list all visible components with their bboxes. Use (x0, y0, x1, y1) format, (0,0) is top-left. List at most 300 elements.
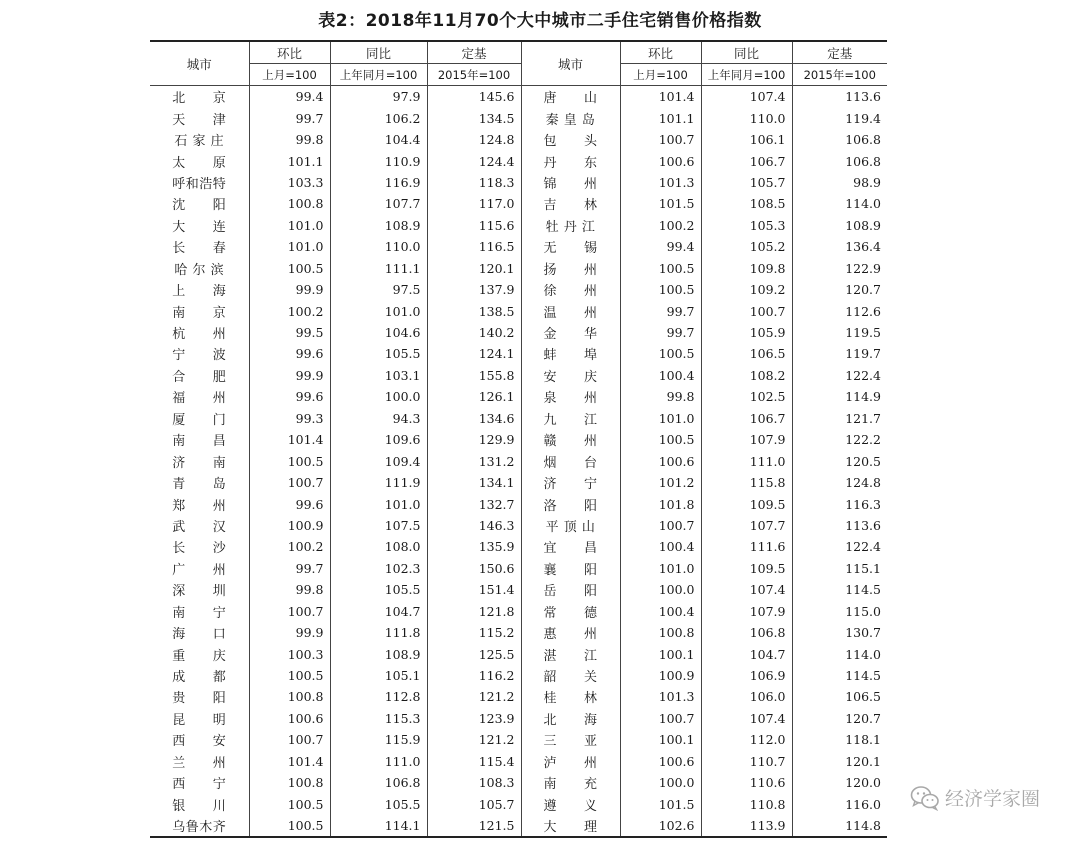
cell-yoy-right: 110.8 (701, 793, 792, 814)
cell-city-right: 北 海 (521, 708, 620, 729)
cell-base-left: 121.8 (427, 601, 521, 622)
cell-base-left: 134.5 (427, 107, 521, 128)
cell-base-left: 124.1 (427, 343, 521, 364)
cell-city-right: 锦 州 (521, 172, 620, 193)
header-mom-left: 环比 (249, 41, 330, 64)
table-row (150, 686, 887, 707)
cell-base-right: 121.7 (845, 410, 881, 426)
cell-city-right: 常 德 (521, 601, 620, 622)
cell-base-left: 140.2 (427, 322, 521, 343)
cell-city-left: 郑 州 (150, 493, 249, 514)
cell-city-right: 丹 东 (521, 150, 620, 171)
table-row (150, 279, 887, 300)
cell-mom-left: 100.8 (249, 193, 330, 214)
cell-yoy-left: 112.8 (330, 686, 427, 707)
cell-yoy-right: 105.9 (701, 322, 792, 343)
cell-mom-left: 100.6 (249, 708, 330, 729)
cell-city-right: 唐 山 (521, 86, 620, 108)
cell-mom-left: 99.6 (249, 493, 330, 514)
cell-yoy-left: 115.9 (330, 729, 427, 750)
cell-city-left: 南 昌 (150, 429, 249, 450)
cell-mom-right: 100.6 (620, 150, 701, 171)
cell-mom-left: 99.9 (249, 365, 330, 386)
cell-base-right: 130.7 (845, 625, 881, 641)
cell-mom-left: 101.4 (249, 429, 330, 450)
cell-yoy-left: 105.5 (330, 343, 427, 364)
table-row (150, 622, 887, 643)
cell-base-right: 120.7 (845, 282, 881, 298)
cell-mom-left: 99.7 (249, 558, 330, 579)
cell-mom-right: 100.5 (620, 258, 701, 279)
cell-base-right: 119.4 (845, 110, 881, 126)
cell-base-right: 122.2 (845, 432, 881, 448)
cell-city-left: 北 京 (150, 86, 249, 108)
cell-base-left: 145.6 (427, 86, 521, 108)
cell-city-right: 宜 昌 (521, 536, 620, 557)
cell-base-right: 106.5 (845, 689, 881, 705)
cell-mom-left: 100.9 (249, 515, 330, 536)
cell-mom-left: 100.5 (249, 450, 330, 471)
table-row (150, 172, 887, 193)
cell-city-right: 徐 州 (521, 279, 620, 300)
header-city-right: 城市 (521, 41, 620, 86)
cell-yoy-left: 97.9 (330, 86, 427, 108)
cell-city-left: 长 春 (150, 236, 249, 257)
cell-base-right: 114.9 (845, 389, 881, 405)
cell-base-left: 115.6 (427, 215, 521, 236)
cell-mom-right: 100.7 (620, 708, 701, 729)
cell-city-right: 无 锡 (521, 236, 620, 257)
cell-city-left: 杭 州 (150, 322, 249, 343)
cell-mom-left: 101.4 (249, 751, 330, 772)
table-row (150, 793, 887, 814)
cell-city-right: 遵 义 (521, 793, 620, 814)
table-row (150, 493, 887, 514)
cell-yoy-right: 105.3 (701, 215, 792, 236)
cell-city-right: 包 头 (521, 129, 620, 150)
table-row (150, 343, 887, 364)
cell-yoy-right: 108.5 (701, 193, 792, 214)
cell-yoy-left: 97.5 (330, 279, 427, 300)
cell-mom-left: 100.5 (249, 815, 330, 837)
cell-yoy-left: 103.1 (330, 365, 427, 386)
header-mom-sub-right: 上月=100 (620, 64, 701, 86)
cell-yoy-right: 104.7 (701, 643, 792, 664)
table-row (150, 450, 887, 471)
cell-yoy-right: 110.0 (701, 107, 792, 128)
cell-yoy-right: 105.2 (701, 236, 792, 257)
cell-base-left: 138.5 (427, 300, 521, 321)
cell-yoy-left: 105.1 (330, 665, 427, 686)
cell-yoy-left: 104.7 (330, 601, 427, 622)
cell-base-left: 118.3 (427, 172, 521, 193)
cell-base-right: 106.8 (845, 153, 881, 169)
cell-city-left: 天 津 (150, 107, 249, 128)
cell-base-left: 132.7 (427, 493, 521, 514)
cell-base-left: 117.0 (427, 193, 521, 214)
cell-mom-left: 99.5 (249, 322, 330, 343)
cell-yoy-left: 115.3 (330, 708, 427, 729)
cell-base-right: 119.7 (845, 346, 881, 362)
table-row (150, 365, 887, 386)
cell-mom-left: 100.5 (249, 665, 330, 686)
cell-base-right: 120.1 (845, 753, 881, 769)
cell-city-right: 吉 林 (521, 193, 620, 214)
cell-yoy-right: 106.1 (701, 129, 792, 150)
cell-base-left: 108.3 (427, 772, 521, 793)
cell-mom-right: 102.6 (620, 815, 701, 837)
cell-city-left: 贵 阳 (150, 686, 249, 707)
cell-yoy-left: 110.9 (330, 150, 427, 171)
cell-base-right: 124.8 (845, 475, 881, 491)
cell-city-left: 西 宁 (150, 772, 249, 793)
cell-city-left: 重 庆 (150, 643, 249, 664)
table-row (150, 536, 887, 557)
cell-city-left: 长 沙 (150, 536, 249, 557)
table-row (150, 386, 887, 407)
cell-base-right: 120.7 (845, 710, 881, 726)
cell-yoy-right: 115.8 (701, 472, 792, 493)
cell-city-right: 南 充 (521, 772, 620, 793)
cell-city-right: 烟 台 (521, 450, 620, 471)
header-base-sub-right: 2015年=100 (792, 64, 887, 86)
header-city-left: 城市 (150, 41, 249, 86)
table-row (150, 86, 887, 108)
cell-yoy-left: 104.6 (330, 322, 427, 343)
cell-base-right: 114.5 (845, 668, 881, 684)
cell-base-left: 151.4 (427, 579, 521, 600)
cell-base-left: 150.6 (427, 558, 521, 579)
cell-mom-left: 99.3 (249, 408, 330, 429)
cell-yoy-right: 106.0 (701, 686, 792, 707)
cell-city-left: 济 南 (150, 450, 249, 471)
cell-mom-left: 99.7 (249, 107, 330, 128)
header-mom-right: 环比 (620, 41, 701, 64)
cell-city-left: 上 海 (150, 279, 249, 300)
cell-yoy-left: 107.5 (330, 515, 427, 536)
cell-base-right: 116.3 (845, 496, 881, 512)
cell-base-right: 114.0 (845, 646, 881, 662)
cell-yoy-left: 111.1 (330, 258, 427, 279)
table-row (150, 729, 887, 750)
cell-yoy-left: 105.5 (330, 793, 427, 814)
cell-mom-right: 100.4 (620, 536, 701, 557)
header-yoy-sub-right: 上年同月=100 (701, 64, 792, 86)
cell-city-right: 泸 州 (521, 751, 620, 772)
cell-mom-right: 100.9 (620, 665, 701, 686)
cell-yoy-left: 116.9 (330, 172, 427, 193)
header-mom-sub-left: 上月=100 (249, 64, 330, 86)
header-yoy-sub-left: 上年同月=100 (330, 64, 427, 86)
cell-city-left: 海 口 (150, 622, 249, 643)
cell-yoy-right: 106.5 (701, 343, 792, 364)
cell-base-right: 120.5 (845, 453, 881, 469)
cell-mom-right: 100.5 (620, 343, 701, 364)
cell-yoy-left: 114.1 (330, 815, 427, 837)
cell-yoy-left: 106.8 (330, 772, 427, 793)
cell-yoy-right: 108.2 (701, 365, 792, 386)
cell-city-right: 扬 州 (521, 258, 620, 279)
cell-base-left: 146.3 (427, 515, 521, 536)
cell-yoy-left: 109.4 (330, 450, 427, 471)
cell-mom-left: 100.2 (249, 536, 330, 557)
cell-yoy-right: 106.8 (701, 622, 792, 643)
cell-yoy-left: 111.0 (330, 751, 427, 772)
cell-city-left: 太 原 (150, 150, 249, 171)
table-row (150, 643, 887, 664)
cell-city-left: 青 岛 (150, 472, 249, 493)
cell-mom-right: 100.8 (620, 622, 701, 643)
cell-mom-left: 101.0 (249, 236, 330, 257)
cell-city-right: 安 庆 (521, 365, 620, 386)
table-row (150, 815, 887, 837)
watermark (910, 784, 1040, 811)
cell-city-left: 福 州 (150, 386, 249, 407)
cell-city-right: 泉 州 (521, 386, 620, 407)
cell-city-right: 九 江 (521, 408, 620, 429)
cell-base-right: 122.9 (845, 260, 881, 276)
table-row (150, 193, 887, 214)
cell-mom-right: 101.0 (620, 558, 701, 579)
cell-city-right: 大 理 (521, 815, 620, 837)
cell-city-right: 襄 阳 (521, 558, 620, 579)
cell-mom-left: 99.9 (249, 279, 330, 300)
cell-mom-right: 99.8 (620, 386, 701, 407)
table-row (150, 515, 887, 536)
header-yoy-right: 同比 (701, 41, 792, 64)
table-row (150, 150, 887, 171)
cell-base-right: 114.5 (845, 582, 881, 598)
cell-mom-right: 101.3 (620, 686, 701, 707)
cell-city-right: 平 顶 山 (521, 515, 620, 536)
cell-mom-right: 101.8 (620, 493, 701, 514)
cell-base-left: 134.1 (427, 472, 521, 493)
cell-city-right: 岳 阳 (521, 579, 620, 600)
cell-yoy-right: 105.7 (701, 172, 792, 193)
cell-base-left: 115.4 (427, 751, 521, 772)
table-row (150, 107, 887, 128)
cell-base-left: 134.6 (427, 408, 521, 429)
cell-base-right: 108.9 (845, 217, 881, 233)
cell-base-left: 124.8 (427, 129, 521, 150)
cell-mom-right: 100.7 (620, 129, 701, 150)
cell-base-right: 114.0 (845, 196, 881, 212)
cell-mom-right: 100.5 (620, 429, 701, 450)
cell-base-left: 124.4 (427, 150, 521, 171)
cell-base-right: 116.0 (845, 796, 881, 812)
header-base-right: 定基 (792, 41, 887, 64)
table-row (150, 129, 887, 150)
cell-mom-right: 100.0 (620, 579, 701, 600)
cell-base-left: 121.2 (427, 729, 521, 750)
cell-base-right: 98.9 (853, 174, 881, 190)
cell-city-left: 沈 阳 (150, 193, 249, 214)
cell-city-left: 广 州 (150, 558, 249, 579)
cell-city-right: 桂 林 (521, 686, 620, 707)
table-row (150, 558, 887, 579)
cell-city-right: 牡 丹 江 (521, 215, 620, 236)
cell-mom-left: 101.0 (249, 215, 330, 236)
cell-base-right: 114.8 (792, 815, 887, 837)
cell-yoy-left: 108.9 (330, 215, 427, 236)
cell-city-left: 宁 波 (150, 343, 249, 364)
cell-yoy-left: 107.7 (330, 193, 427, 214)
cell-mom-right: 100.6 (620, 450, 701, 471)
cell-city-left: 深 圳 (150, 579, 249, 600)
cell-base-left: 116.5 (427, 236, 521, 257)
cell-yoy-right: 107.9 (701, 429, 792, 450)
cell-city-left: 呼和浩特 (150, 172, 249, 193)
cell-yoy-right: 111.0 (701, 450, 792, 471)
cell-base-right: 115.1 (845, 560, 881, 576)
table-row (150, 236, 887, 257)
cell-mom-left: 99.6 (249, 343, 330, 364)
cell-base-left: 125.5 (427, 643, 521, 664)
cell-yoy-right: 100.7 (701, 300, 792, 321)
cell-yoy-right: 113.9 (701, 815, 792, 837)
cell-base-right: 113.6 (845, 517, 881, 533)
cell-yoy-right: 109.2 (701, 279, 792, 300)
cell-yoy-left: 100.0 (330, 386, 427, 407)
cell-base-left: 155.8 (427, 365, 521, 386)
table-row (150, 215, 887, 236)
cell-city-right: 温 州 (521, 300, 620, 321)
cell-yoy-left: 110.0 (330, 236, 427, 257)
cell-yoy-right: 107.4 (701, 708, 792, 729)
cell-mom-right: 99.7 (620, 300, 701, 321)
cell-mom-left: 100.3 (249, 643, 330, 664)
table-row (150, 429, 887, 450)
watermark-text: 经济学家圈 (944, 788, 1040, 810)
table-row (150, 322, 887, 343)
cell-city-right: 济 宁 (521, 472, 620, 493)
cell-base-right: 119.5 (845, 325, 881, 341)
cell-mom-right: 101.5 (620, 193, 701, 214)
cell-yoy-right: 112.0 (701, 729, 792, 750)
cell-city-right: 秦 皇 岛 (521, 107, 620, 128)
cell-base-left: 126.1 (427, 386, 521, 407)
cell-yoy-left: 108.0 (330, 536, 427, 557)
table-title: 表2：2018年11月70个大中城市二手住宅销售价格指数 (318, 11, 762, 31)
cell-city-left: 银 川 (150, 793, 249, 814)
cell-yoy-right: 106.9 (701, 665, 792, 686)
cell-yoy-left: 111.8 (330, 622, 427, 643)
cell-city-right: 韶 关 (521, 665, 620, 686)
cell-city-left: 兰 州 (150, 751, 249, 772)
cell-city-left: 合 肥 (150, 365, 249, 386)
cell-mom-right: 101.2 (620, 472, 701, 493)
cell-yoy-left: 94.3 (330, 408, 427, 429)
cell-mom-left: 100.8 (249, 772, 330, 793)
cell-city-left: 成 都 (150, 665, 249, 686)
cell-yoy-right: 106.7 (701, 408, 792, 429)
cell-mom-left: 100.5 (249, 258, 330, 279)
cell-yoy-right: 107.9 (701, 601, 792, 622)
cell-mom-right: 100.7 (620, 515, 701, 536)
cell-base-right: 122.4 (845, 539, 881, 555)
cell-city-left: 西 安 (150, 729, 249, 750)
cell-city-right: 三 亚 (521, 729, 620, 750)
cell-yoy-left: 106.2 (330, 107, 427, 128)
cell-mom-left: 100.7 (249, 472, 330, 493)
cell-mom-left: 100.2 (249, 300, 330, 321)
table-row (150, 300, 887, 321)
cell-mom-left: 103.3 (249, 172, 330, 193)
cell-yoy-left: 101.0 (330, 493, 427, 514)
cell-mom-right: 99.4 (620, 236, 701, 257)
cell-city-left: 武 汉 (150, 515, 249, 536)
price-index-table (150, 40, 887, 838)
cell-yoy-right: 107.4 (701, 579, 792, 600)
cell-base-left: 123.9 (427, 708, 521, 729)
cell-city-left: 昆 明 (150, 708, 249, 729)
cell-mom-left: 99.9 (249, 622, 330, 643)
cell-city-right: 洛 阳 (521, 493, 620, 514)
cell-mom-left: 99.8 (249, 129, 330, 150)
cell-base-left: 131.2 (427, 450, 521, 471)
cell-mom-right: 100.2 (620, 215, 701, 236)
cell-base-right: 136.4 (845, 239, 881, 255)
cell-yoy-left: 102.3 (330, 558, 427, 579)
table-row (150, 665, 887, 686)
cell-base-left: 135.9 (427, 536, 521, 557)
cell-mom-right: 101.3 (620, 172, 701, 193)
cell-yoy-right: 107.4 (701, 86, 792, 108)
cell-yoy-right: 102.5 (701, 386, 792, 407)
cell-city-left: 南 京 (150, 300, 249, 321)
cell-yoy-left: 101.0 (330, 300, 427, 321)
cell-city-left: 乌鲁木齐 (150, 815, 249, 837)
cell-mom-left: 100.5 (249, 793, 330, 814)
cell-yoy-right: 109.5 (701, 493, 792, 514)
cell-city-left: 石 家 庄 (150, 129, 249, 150)
cell-city-right: 惠 州 (521, 622, 620, 643)
cell-yoy-left: 108.9 (330, 643, 427, 664)
cell-mom-right: 100.5 (620, 279, 701, 300)
cell-yoy-left: 111.9 (330, 472, 427, 493)
header-base-left: 定基 (427, 41, 521, 64)
cell-city-right: 湛 江 (521, 643, 620, 664)
cell-mom-right: 100.1 (620, 729, 701, 750)
cell-mom-right: 101.0 (620, 408, 701, 429)
cell-mom-right: 99.7 (620, 322, 701, 343)
cell-base-left: 120.1 (427, 258, 521, 279)
cell-yoy-right: 109.8 (701, 258, 792, 279)
cell-base-left: 115.2 (427, 622, 521, 643)
cell-mom-right: 101.4 (620, 86, 701, 108)
cell-mom-left: 100.7 (249, 601, 330, 622)
cell-base-right: 122.4 (845, 367, 881, 383)
cell-mom-right: 100.4 (620, 365, 701, 386)
table-row (150, 601, 887, 622)
header-base-sub-left: 2015年=100 (427, 64, 521, 86)
cell-base-left: 121.2 (427, 686, 521, 707)
cell-base-right: 118.1 (845, 732, 881, 748)
cell-base-right: 106.8 (845, 132, 881, 148)
cell-yoy-right: 110.6 (701, 772, 792, 793)
cell-city-right: 蚌 埠 (521, 343, 620, 364)
cell-city-left: 哈 尔 滨 (150, 258, 249, 279)
cell-mom-right: 100.0 (620, 772, 701, 793)
cell-base-right: 113.6 (845, 89, 881, 105)
cell-mom-left: 101.1 (249, 150, 330, 171)
table-row (150, 258, 887, 279)
cell-city-left: 南 宁 (150, 601, 249, 622)
cell-city-right: 赣 州 (521, 429, 620, 450)
table-body (150, 86, 887, 838)
cell-mom-left: 99.4 (249, 86, 330, 108)
cell-city-right: 金 华 (521, 322, 620, 343)
